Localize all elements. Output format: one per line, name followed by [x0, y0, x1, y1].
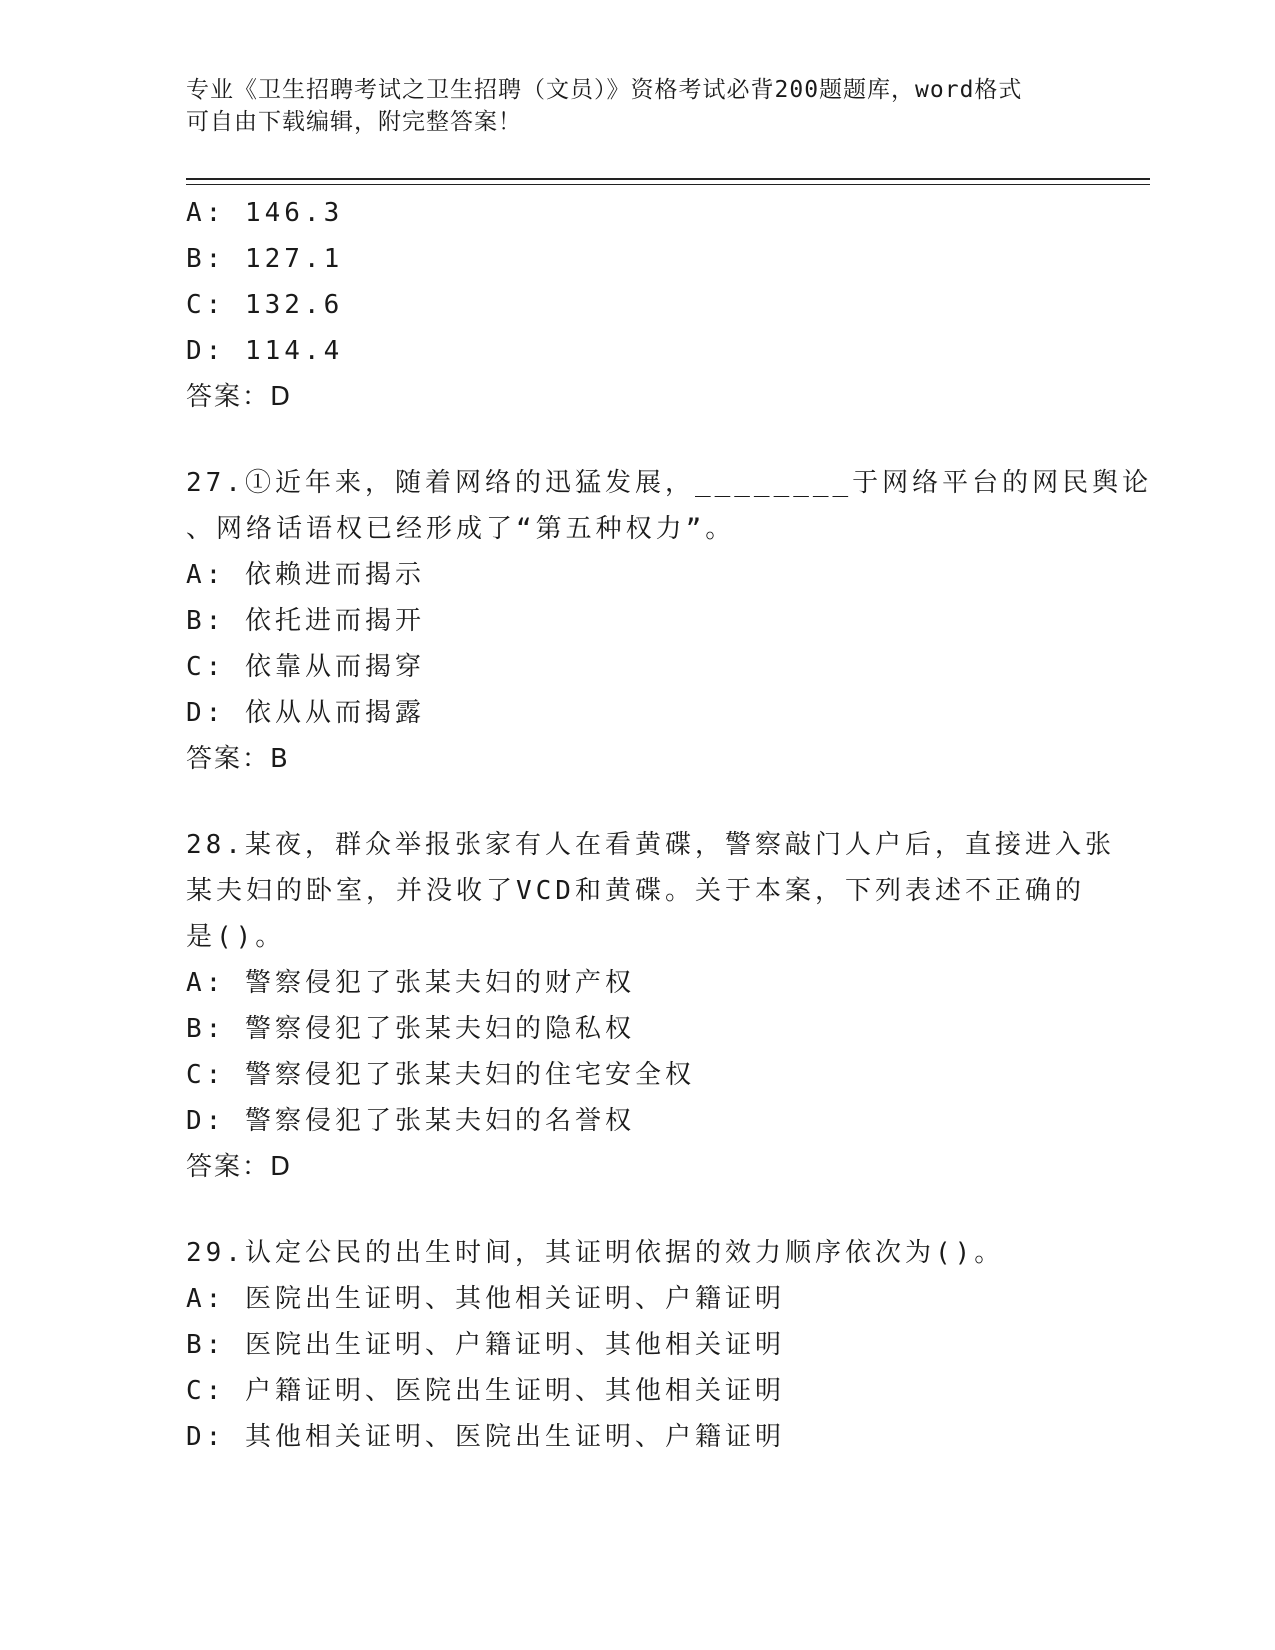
- header-rule-thin: [186, 184, 1150, 185]
- document-header: [186, 74, 1086, 138]
- option-d: D: 114.4: [186, 336, 344, 366]
- header-line-2: 可自由下载编辑，附完整答案！: [186, 109, 522, 135]
- option-d: D: 依从从而揭露: [186, 698, 425, 728]
- option-c: C: 132.6: [186, 290, 344, 320]
- option-d: D: 警察侵犯了张某夫妇的名誉权: [186, 1106, 635, 1136]
- option-d: D: 其他相关证明、医院出生证明、户籍证明: [186, 1422, 785, 1452]
- option-b: B: 依托进而揭开: [186, 606, 425, 636]
- option-a: A: 依赖进而揭示: [186, 560, 425, 590]
- option-b: B: 警察侵犯了张某夫妇的隐私权: [186, 1014, 635, 1044]
- option-c: C: 依靠从而揭穿: [186, 652, 425, 682]
- header-rule-thick: [186, 178, 1150, 180]
- question-content: [186, 190, 1153, 1460]
- option-a: A: 医院出生证明、其他相关证明、户籍证明: [186, 1284, 785, 1314]
- answer: 答案：B: [186, 744, 290, 774]
- question-29: [186, 1230, 1086, 1460]
- option-b: B: 医院出生证明、户籍证明、其他相关证明: [186, 1330, 785, 1360]
- question-stem-line: 28.某夜，群众举报张家有人在看黄碟，警察敲门人户后，直接进入张: [186, 830, 1115, 860]
- header-line-1: 专业《卫生招聘考试之卫生招聘（文员）》资格考试必背200题题库，word格式: [186, 77, 1023, 103]
- answer: 答案：D: [186, 382, 293, 412]
- question-26: [186, 190, 1086, 420]
- question-28: [186, 822, 1115, 1190]
- question-stem-line: 某夫妇的卧室，并没收了VCD和黄碟。关于本案，下列表述不正确的: [186, 876, 1085, 906]
- option-a: A: 警察侵犯了张某夫妇的财产权: [186, 968, 635, 998]
- question-stem-line: 是()。: [186, 922, 286, 952]
- option-c: C: 户籍证明、医院出生证明、其他相关证明: [186, 1376, 785, 1406]
- option-a: A: 146.3: [186, 198, 344, 228]
- question-stem-line: 、网络话语权已经形成了“第五种权力”。: [186, 514, 736, 544]
- question-stem-line: 27.①近年来，随着网络的迅猛发展，________于网络平台的网民舆论: [186, 468, 1153, 498]
- question-27: [186, 460, 1153, 782]
- option-b: B: 127.1: [186, 244, 344, 274]
- answer: 答案：D: [186, 1152, 293, 1182]
- question-stem-line: 29.认定公民的出生时间，其证明依据的效力顺序依次为()。: [186, 1238, 1005, 1268]
- option-c: C: 警察侵犯了张某夫妇的住宅安全权: [186, 1060, 695, 1090]
